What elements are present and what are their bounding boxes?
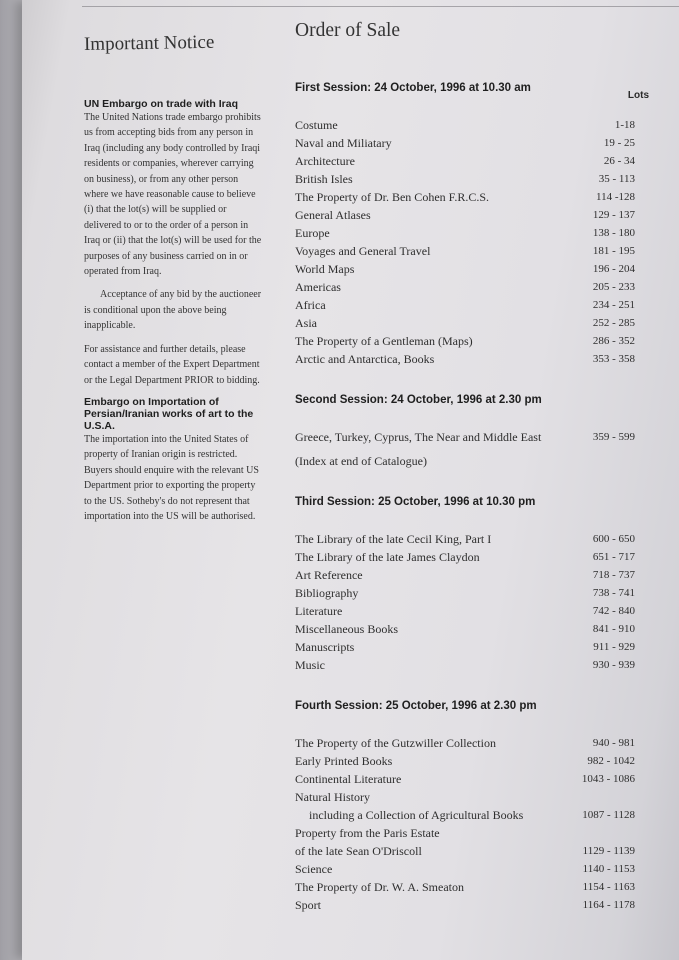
lot-row — [295, 860, 635, 878]
lot-row — [295, 242, 635, 260]
lot-row — [295, 824, 635, 842]
lot-category: British Isles — [295, 172, 353, 186]
lot-range: 138 - 180 — [592, 227, 635, 239]
iraq-embargo-paragraph: The United Nations trade embargo prohibits us from accepting bids from any person in Iraq (including any body controlled by Iraqi residents or companies, wherever carrying on business), or from any other person where we have reasonable cause to believe (i) that the lot(s) will be supplied or delivered to or to the order of a person in Iraq or (ii) that the lot(s) will be used for the purposes of any business carried on in or operated from Iraq. — [84, 112, 262, 278]
lot-category: The Property of Dr. W. A. Smeaton — [295, 880, 464, 894]
lot-row — [295, 452, 635, 470]
lot-range: 1140 - 1153 — [582, 863, 635, 875]
iran-embargo-paragraph: The importation into the United States of property of Iranian origin is restricted. Buyers should enquire with the relevant US Department prior to exporting the property to the US. Sotheby's do not represent that importation into the US will be authorised. — [84, 433, 259, 522]
lot-row — [295, 806, 635, 824]
lot-row — [295, 224, 635, 242]
lot-category: The Library of the late Cecil King, Part I — [295, 532, 492, 546]
iraq-embargo-heading: UN Embargo on trade with Iraq — [84, 98, 239, 110]
session-heading: Fourth Session: 25 October, 1996 at 2.30 pm — [295, 700, 537, 712]
lot-row — [295, 116, 635, 134]
lot-range: 181 - 195 — [592, 245, 635, 257]
lot-range: 234 - 251 — [592, 299, 635, 311]
lot-row — [295, 602, 635, 620]
lot-row — [295, 770, 635, 788]
session-second — [295, 394, 635, 470]
lot-range: 1154 - 1163 — [582, 881, 635, 893]
lot-category: Art Reference — [295, 568, 363, 582]
lot-range: 841 - 910 — [592, 623, 635, 635]
lot-category: Music — [295, 658, 325, 672]
lot-category: The Property of the Gutzwiller Collection — [295, 736, 496, 750]
lot-range: 930 - 939 — [592, 659, 635, 671]
lot-range: 286 - 352 — [592, 335, 635, 347]
lot-category: The Property of a Gentleman (Maps) — [295, 334, 473, 348]
lot-range: 1-18 — [614, 119, 635, 131]
book-spine-edge — [0, 0, 22, 960]
lot-row — [295, 842, 635, 860]
lot-range: 19 - 25 — [603, 137, 635, 149]
lot-category: The Property of Dr. Ben Cohen F.R.C.S. — [295, 190, 490, 204]
lot-range: 742 - 840 — [592, 605, 635, 617]
notice-title: Important Notice — [83, 31, 215, 55]
lot-category: (Index at end of Catalogue) — [295, 454, 427, 468]
lot-category: Arctic and Antarctica, Books — [295, 352, 435, 366]
lot-category: Americas — [295, 280, 341, 294]
lot-row — [295, 332, 635, 350]
iran-embargo-section — [84, 396, 264, 524]
order-title: Order of Sale — [295, 20, 401, 41]
lot-category: Early Printed Books — [295, 754, 393, 768]
lot-category: Naval and Miliatary — [295, 136, 392, 150]
lot-category: Greece, Turkey, Cyprus, The Near and Middle East — [295, 430, 542, 444]
lot-category: The Library of the late James Claydon — [295, 550, 480, 564]
lot-row — [295, 788, 635, 806]
lot-row — [295, 314, 635, 332]
lot-row — [295, 584, 635, 602]
acceptance-paragraph: Acceptance of any bid by the auctioneer is conditional upon the above being inapplicable. — [84, 289, 262, 332]
lot-range: 196 - 204 — [592, 263, 635, 275]
lot-range: 1043 - 1086 — [581, 773, 635, 785]
lot-category: Europe — [295, 226, 330, 240]
lot-row — [295, 278, 635, 296]
lot-range: 911 - 929 — [593, 641, 635, 653]
catalogue-page — [22, 0, 679, 960]
lot-row — [295, 134, 635, 152]
important-notice-column — [83, 31, 264, 532]
lot-range: 129 - 137 — [592, 209, 635, 221]
lot-row — [295, 638, 635, 656]
lot-range: 114 -128 — [595, 191, 635, 203]
session-heading: Third Session: 25 October, 1996 at 10.30 pm — [295, 496, 536, 508]
iran-embargo-heading: Embargo on Importation of Persian/Iranian works of art to the U.S.A. — [84, 395, 254, 432]
lot-range: 1164 - 1178 — [582, 899, 635, 911]
lot-range: 718 - 737 — [592, 569, 635, 581]
header-rule — [82, 6, 679, 7]
session-heading: First Session: 24 October, 1996 at 10.30 am — [295, 82, 531, 94]
lot-category: Manuscripts — [295, 640, 355, 654]
lot-category: Voyages and General Travel — [295, 244, 431, 258]
lots-column-header: Lots — [627, 90, 649, 101]
lot-row — [295, 734, 635, 752]
lot-range: 982 - 1042 — [587, 755, 635, 767]
lot-range: 738 - 741 — [592, 587, 635, 599]
lot-category: Science — [295, 862, 333, 876]
lot-row — [295, 548, 635, 566]
lot-range: 353 - 358 — [592, 353, 635, 365]
lot-range: 26 - 34 — [603, 155, 635, 167]
lot-row — [295, 188, 635, 206]
lot-row — [295, 296, 635, 314]
lot-row — [295, 566, 635, 584]
lot-category: Architecture — [295, 154, 355, 168]
lot-row — [295, 620, 635, 638]
lot-category: Literature — [295, 604, 343, 618]
lot-category: Miscellaneous Books — [295, 622, 398, 636]
lot-range: 1087 - 1128 — [582, 809, 635, 821]
lot-range: 1129 - 1139 — [582, 845, 635, 857]
lot-category: World Maps — [295, 262, 355, 276]
lot-row — [295, 530, 635, 548]
assistance-paragraph: For assistance and further details, please contact a member of the Expert Department or the Legal Department PRIOR to bidding. — [84, 343, 260, 386]
lot-range: 600 - 650 — [592, 533, 635, 545]
lot-category: Natural History — [295, 790, 370, 804]
lot-category: General Atlases — [295, 208, 371, 222]
lot-row — [295, 170, 635, 188]
session-third — [295, 496, 635, 674]
lot-category: including a Collection of Agricultural Books — [309, 808, 524, 822]
lot-range: 205 - 233 — [592, 281, 635, 293]
lot-category: Asia — [295, 316, 317, 330]
lot-range: 940 - 981 — [592, 737, 635, 749]
lot-range: 359 - 599 — [592, 431, 635, 443]
order-of-sale-column — [295, 20, 649, 914]
lot-category: Africa — [295, 298, 326, 312]
session-first — [295, 82, 635, 368]
lot-row — [295, 260, 635, 278]
lot-row — [295, 206, 635, 224]
lot-category: Property from the Paris Estate — [295, 826, 440, 840]
lot-row — [295, 896, 635, 914]
lot-category: Bibliography — [295, 586, 359, 600]
lot-range: 252 - 285 — [592, 317, 635, 329]
lot-category: Sport — [295, 898, 322, 912]
lot-range: 35 - 113 — [598, 173, 635, 185]
lot-row — [295, 878, 635, 896]
lot-category: of the late Sean O'Driscoll — [295, 844, 422, 858]
lot-row — [295, 752, 635, 770]
session-fourth — [295, 700, 635, 914]
lot-category: Continental Literature — [295, 772, 402, 786]
lot-row — [295, 656, 635, 674]
iraq-embargo-section — [84, 98, 264, 388]
lot-row — [295, 152, 635, 170]
session-heading: Second Session: 24 October, 1996 at 2.30 pm — [295, 394, 542, 406]
lot-row — [295, 350, 635, 368]
lot-category: Costume — [295, 118, 338, 132]
lot-range: 651 - 717 — [592, 551, 635, 563]
lot-row — [295, 428, 635, 446]
